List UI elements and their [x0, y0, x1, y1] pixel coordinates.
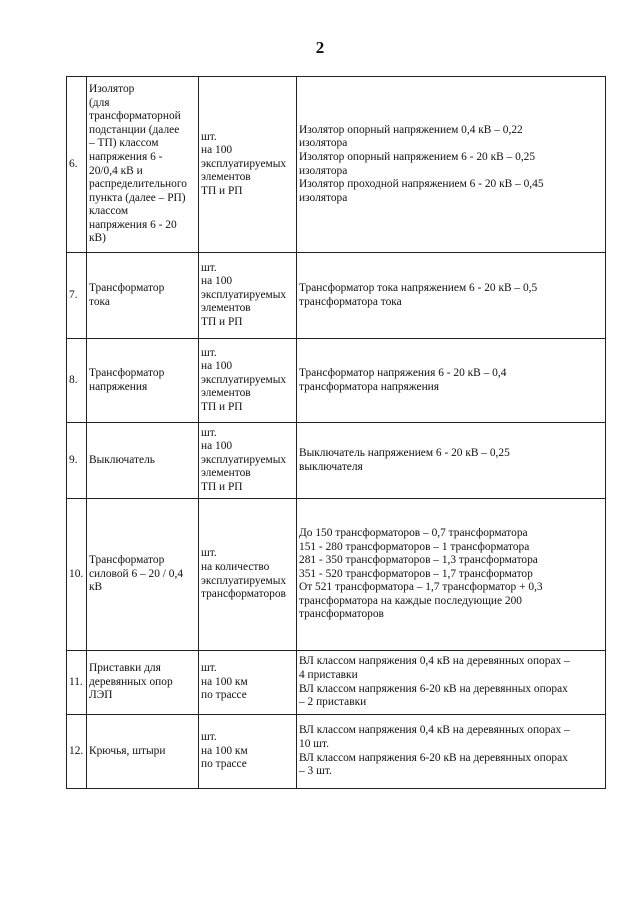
- table-row: [67, 253, 606, 339]
- name-line: пункта (далее – РП): [89, 191, 186, 204]
- unit-line: по трассе: [201, 758, 247, 771]
- norm-line: трансформатора тока: [299, 295, 402, 308]
- norm-line: выключателя: [299, 460, 363, 473]
- norm-line: 281 - 350 трансформаторов – 1,3 трансформатора: [299, 554, 538, 567]
- unit-line: на 100 км: [201, 675, 248, 688]
- unit-line: эксплуатируемых: [201, 373, 287, 386]
- unit-line: эксплуатируемых: [201, 574, 287, 587]
- unit-line: шт.: [201, 261, 217, 274]
- norm-line: изолятора: [299, 191, 348, 204]
- unit-line: на количество: [201, 560, 270, 573]
- norms-table: [66, 76, 606, 789]
- item-name-cell: [87, 715, 199, 789]
- unit-line: шт.: [201, 662, 217, 675]
- norm-line: Выключатель напряжением 6 - 20 кВ – 0,25: [299, 446, 510, 459]
- norm-cell: [297, 715, 606, 789]
- norm-line: Изолятор проходной напряжением 6 - 20 кВ – 0,45: [299, 178, 544, 191]
- unit-line: эксплуатируемых: [201, 288, 287, 301]
- norm-line: трансформаторов: [299, 608, 384, 621]
- unit-line: эксплуатируемых: [201, 453, 287, 466]
- unit-line: по трассе: [201, 689, 247, 702]
- unit-line: на 100: [201, 144, 233, 157]
- row-number: 11.: [67, 651, 87, 715]
- name-line: Крючья, штыри: [89, 744, 166, 757]
- unit-cell: [199, 253, 297, 339]
- row-number: 12.: [67, 715, 87, 789]
- name-line: Трансформатор: [89, 281, 165, 294]
- table-row: [67, 499, 606, 651]
- norm-line: До 150 трансформаторов – 0,7 трансформатора: [299, 526, 528, 539]
- norm-line: Изолятор опорный напряжением 6 - 20 кВ – 0,25: [299, 150, 536, 163]
- name-line: (для: [89, 96, 110, 109]
- norm-cell: [297, 423, 606, 499]
- unit-line: ТП и РП: [201, 184, 243, 197]
- name-line: деревянных опор: [89, 675, 173, 688]
- row-number: 7.: [67, 253, 87, 339]
- unit-line: на 100: [201, 360, 233, 373]
- name-line: ЛЭП: [89, 689, 113, 702]
- name-line: распределительного: [89, 178, 187, 191]
- norm-line: Трансформатор тока напряжением 6 - 20 кВ – 0,5: [299, 281, 538, 294]
- norm-line: 4 приставки: [299, 668, 358, 681]
- unit-line: ТП и РП: [201, 480, 243, 493]
- norm-line: Изолятор опорный напряжением 0,4 кВ – 0,22: [299, 123, 523, 136]
- unit-line: трансформаторов: [201, 588, 286, 601]
- page-number: 2: [315, 38, 325, 57]
- norm-line: 151 - 280 трансформаторов – 1 трансформатора: [299, 540, 530, 553]
- unit-line: элементов: [201, 171, 251, 184]
- name-line: напряжения 6 - 20: [89, 218, 177, 231]
- unit-line: ТП и РП: [201, 400, 243, 413]
- unit-line: на 100: [201, 275, 233, 288]
- unit-cell: [199, 651, 297, 715]
- item-name-cell: [87, 423, 199, 499]
- norm-cell: [297, 499, 606, 651]
- name-line: тока: [89, 295, 110, 308]
- table-row: [67, 77, 606, 253]
- table-row: [67, 715, 606, 789]
- norm-line: 351 - 520 трансформаторов – 1,7 трансформатор: [299, 567, 533, 580]
- norm-line: 10 шт.: [299, 737, 329, 750]
- name-line: Трансформатор: [89, 366, 165, 379]
- norm-line: ВЛ классом напряжения 6-20 кВ на деревянных опорах: [299, 682, 568, 695]
- name-line: Приставки для: [89, 662, 161, 675]
- unit-line: на 100 км: [201, 744, 248, 757]
- row-number: 6.: [67, 77, 87, 253]
- norm-line: ВЛ классом напряжения 0,4 кВ на деревянных опорах –: [299, 655, 570, 668]
- unit-line: шт.: [201, 731, 217, 744]
- norm-line: – 3 шт.: [299, 765, 332, 778]
- name-line: напряжения: [89, 380, 148, 393]
- name-line: кВ): [89, 232, 106, 245]
- name-line: – ТП) классом: [89, 137, 159, 150]
- name-line: классом: [89, 205, 129, 218]
- norm-line: ВЛ классом напряжения 6-20 кВ на деревянных опорах: [299, 751, 568, 764]
- name-line: Выключатель: [89, 453, 155, 466]
- row-number: 10.: [67, 499, 87, 651]
- item-name-cell: [87, 77, 199, 253]
- norm-line: Трансформатор напряжения 6 - 20 кВ – 0,4: [299, 366, 507, 379]
- item-name-cell: [87, 499, 199, 651]
- norm-line: трансформатора на каждые последующие 200: [299, 594, 522, 607]
- unit-line: ТП и РП: [201, 315, 243, 328]
- unit-cell: [199, 77, 297, 253]
- norm-cell: [297, 339, 606, 423]
- table-row: [67, 423, 606, 499]
- name-line: подстанции (далее: [89, 123, 180, 136]
- name-line: кВ: [89, 581, 103, 594]
- unit-cell: [199, 715, 297, 789]
- unit-line: эксплуатируемых: [201, 157, 287, 170]
- unit-cell: [199, 499, 297, 651]
- item-name-cell: [87, 253, 199, 339]
- unit-cell: [199, 339, 297, 423]
- name-line: 20/0,4 кВ и: [89, 164, 143, 177]
- unit-line: шт.: [201, 346, 217, 359]
- norm-line: изолятора: [299, 164, 348, 177]
- norm-cell: [297, 77, 606, 253]
- unit-line: на 100: [201, 440, 233, 453]
- norm-cell: [297, 651, 606, 715]
- name-line: Изолятор: [89, 82, 135, 95]
- norm-line: – 2 приставки: [299, 696, 367, 709]
- norm-line: изолятора: [299, 137, 348, 150]
- unit-line: шт.: [201, 547, 217, 560]
- norm-cell: [297, 253, 606, 339]
- norm-line: ВЛ классом напряжения 0,4 кВ на деревянных опорах –: [299, 724, 570, 737]
- unit-line: элементов: [201, 467, 251, 480]
- table-row: [67, 651, 606, 715]
- item-name-cell: [87, 339, 199, 423]
- name-line: силовой 6 – 20 / 0,4: [89, 567, 184, 580]
- unit-cell: [199, 423, 297, 499]
- name-line: трансформаторной: [89, 110, 181, 123]
- row-number: 9.: [67, 423, 87, 499]
- row-number: 8.: [67, 339, 87, 423]
- unit-line: шт.: [201, 130, 217, 143]
- table-row: [67, 339, 606, 423]
- unit-line: шт.: [201, 426, 217, 439]
- norm-line: трансформатора напряжения: [299, 380, 440, 393]
- unit-line: элементов: [201, 302, 251, 315]
- item-name-cell: [87, 651, 199, 715]
- name-line: напряжения 6 -: [89, 150, 163, 163]
- norm-line: От 521 трансформатора – 1,7 трансформатор + 0,3: [299, 581, 543, 594]
- unit-line: элементов: [201, 387, 251, 400]
- name-line: Трансформатор: [89, 554, 165, 567]
